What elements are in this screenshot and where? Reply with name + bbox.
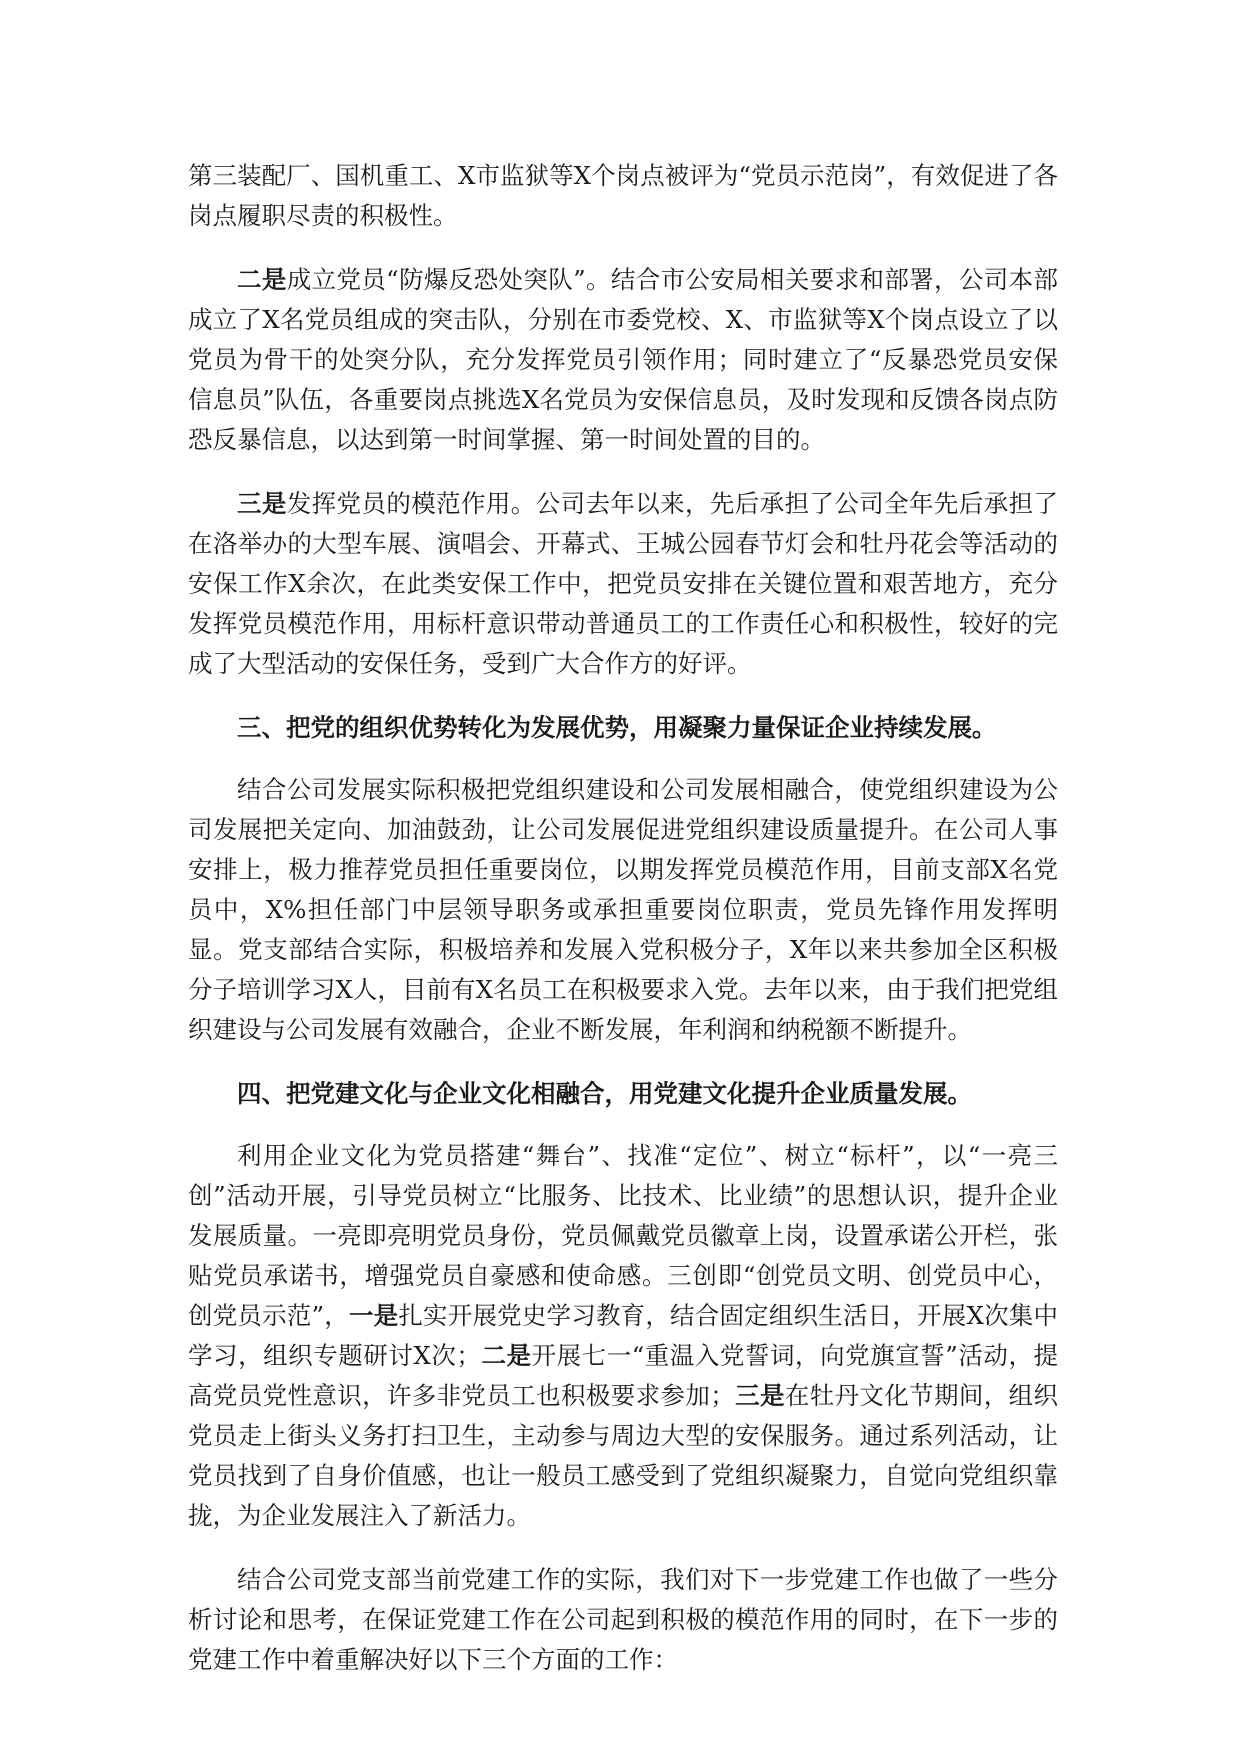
paragraph-lead: 三是 <box>237 489 287 518</box>
paragraph-culture-integration <box>188 1136 1058 1536</box>
paragraph-segment: 开展七一“重温入党誓词，向党旗宣誓”活动，提高党员党性意识，许多非党员工也积极要求参加； <box>188 1341 1059 1410</box>
paragraph-lead: 二是 <box>237 265 287 294</box>
paragraph-lead: 一是 <box>348 1301 399 1330</box>
paragraph-continuation <box>188 156 1058 236</box>
paragraph-text: 第三装配厂、国机重工、X市监狱等X个岗点被评为“党员示范岗”，有效促进了各岗点履职尽责的积极性。 <box>188 161 1058 230</box>
paragraph-text: 结合公司党支部当前党建工作的实际，我们对下一步党建工作也做了一些分析讨论和思考，在保证党建工作在公司起到积极的模范作用的同时，在下一步的党建工作中着重解决好以下三个方面的工作： <box>188 1565 1058 1674</box>
paragraph-text: 成立党员“防爆反恐处突队”。结合市公安局相关要求和部署，公司本部成立了X名党员组成的突击队，分别在市委党校、X、市监狱等X个岗点设立了以党员为骨干的处突分队，充分发挥党员引领作用；同时建立了“反暴恐党员安保信息员”队伍，各重要岗点挑选X名党员为安保信息员，及时发现和反馈各岗点防恐反暴信息，以达到第一时间掌握、第一时间处置的目的。 <box>188 265 1058 454</box>
paragraph-segment: 扎实开展党史学习教育，结合固定组织生活日，开展X次集中学习，组织专题研讨X次； <box>188 1301 1058 1370</box>
paragraph-lead: 三是 <box>734 1381 785 1410</box>
paragraph-segment: 在牡丹文化节期间，组织党员走上街头义务打扫卫生，主动参与周边大型的安保服务。通过系列活动，让党员找到了自身价值感，也让一般员工感受到了党组织凝聚力，自觉向党组织靠拢，为企业发展注入了新活力。 <box>188 1381 1059 1530</box>
paragraph-text: 结合公司发展实际积极把党组织建设和公司发展相融合，使党组织建设为公司发展把关定向、加油鼓劲，让公司发展促进党组织建设质量提升。在公司人事安排上，极力推荐党员担任重要岗位，以期发挥党员模范作用，目前支部X名党员中，X%担任部门中层领导职务或承担重要岗位职责，党员先锋作用发挥明显。党支部结合实际，积极培养和发展入党积极分子，X年以来共参加全区积极分子培训学习X人，目前有X名员工在积极要求入党。去年以来，由于我们把党组织建设与公司发展有效融合，企业不断发展，年利润和纳税额不断提升。 <box>188 775 1058 1044</box>
document-page <box>188 156 1058 1704</box>
paragraph-segment: 利用企业文化为党员搭建“舞台”、找准“定位”、树立“标杆”，以“一亮三创”活动开展，引导党员树立“比服务、比技术、比业绩”的思想认识，提升企业发展质量。一亮即亮明党员身份，党员佩戴党员徽章上岗，设置承诺公开栏，张贴党员承诺书，增强党员自豪感和使命感。三创即“创党员文明、创党员中心，创党员示范”， <box>188 1141 1058 1330</box>
section-heading-4 <box>188 1074 1058 1114</box>
heading-text: 三、把党的组织优势转化为发展优势，用凝聚力量保证企业持续发展。 <box>237 713 997 742</box>
paragraph-text: 发挥党员的模范作用。公司去年以来，先后承担了公司全年先后承担了在洛举办的大型车展、演唱会、开幕式、王城公园春节灯会和牡丹花会等活动的安保工作X余次，在此类安保工作中，把党员安排在关键位置和艰苦地方，充分发挥党员模范作用，用标杆意识带动普通员工的工作责任心和积极性，较好的完成了大型活动的安保任务，受到广大合作方的好评。 <box>188 489 1058 678</box>
paragraph-second-point <box>188 260 1058 460</box>
paragraph-third-point <box>188 484 1058 684</box>
paragraph-organization-advantage <box>188 770 1058 1050</box>
paragraph-lead: 二是 <box>480 1341 532 1370</box>
section-heading-3 <box>188 708 1058 748</box>
paragraph-next-steps <box>188 1560 1058 1680</box>
heading-text: 四、把党建文化与企业文化相融合，用党建文化提升企业质量发展。 <box>237 1079 972 1108</box>
